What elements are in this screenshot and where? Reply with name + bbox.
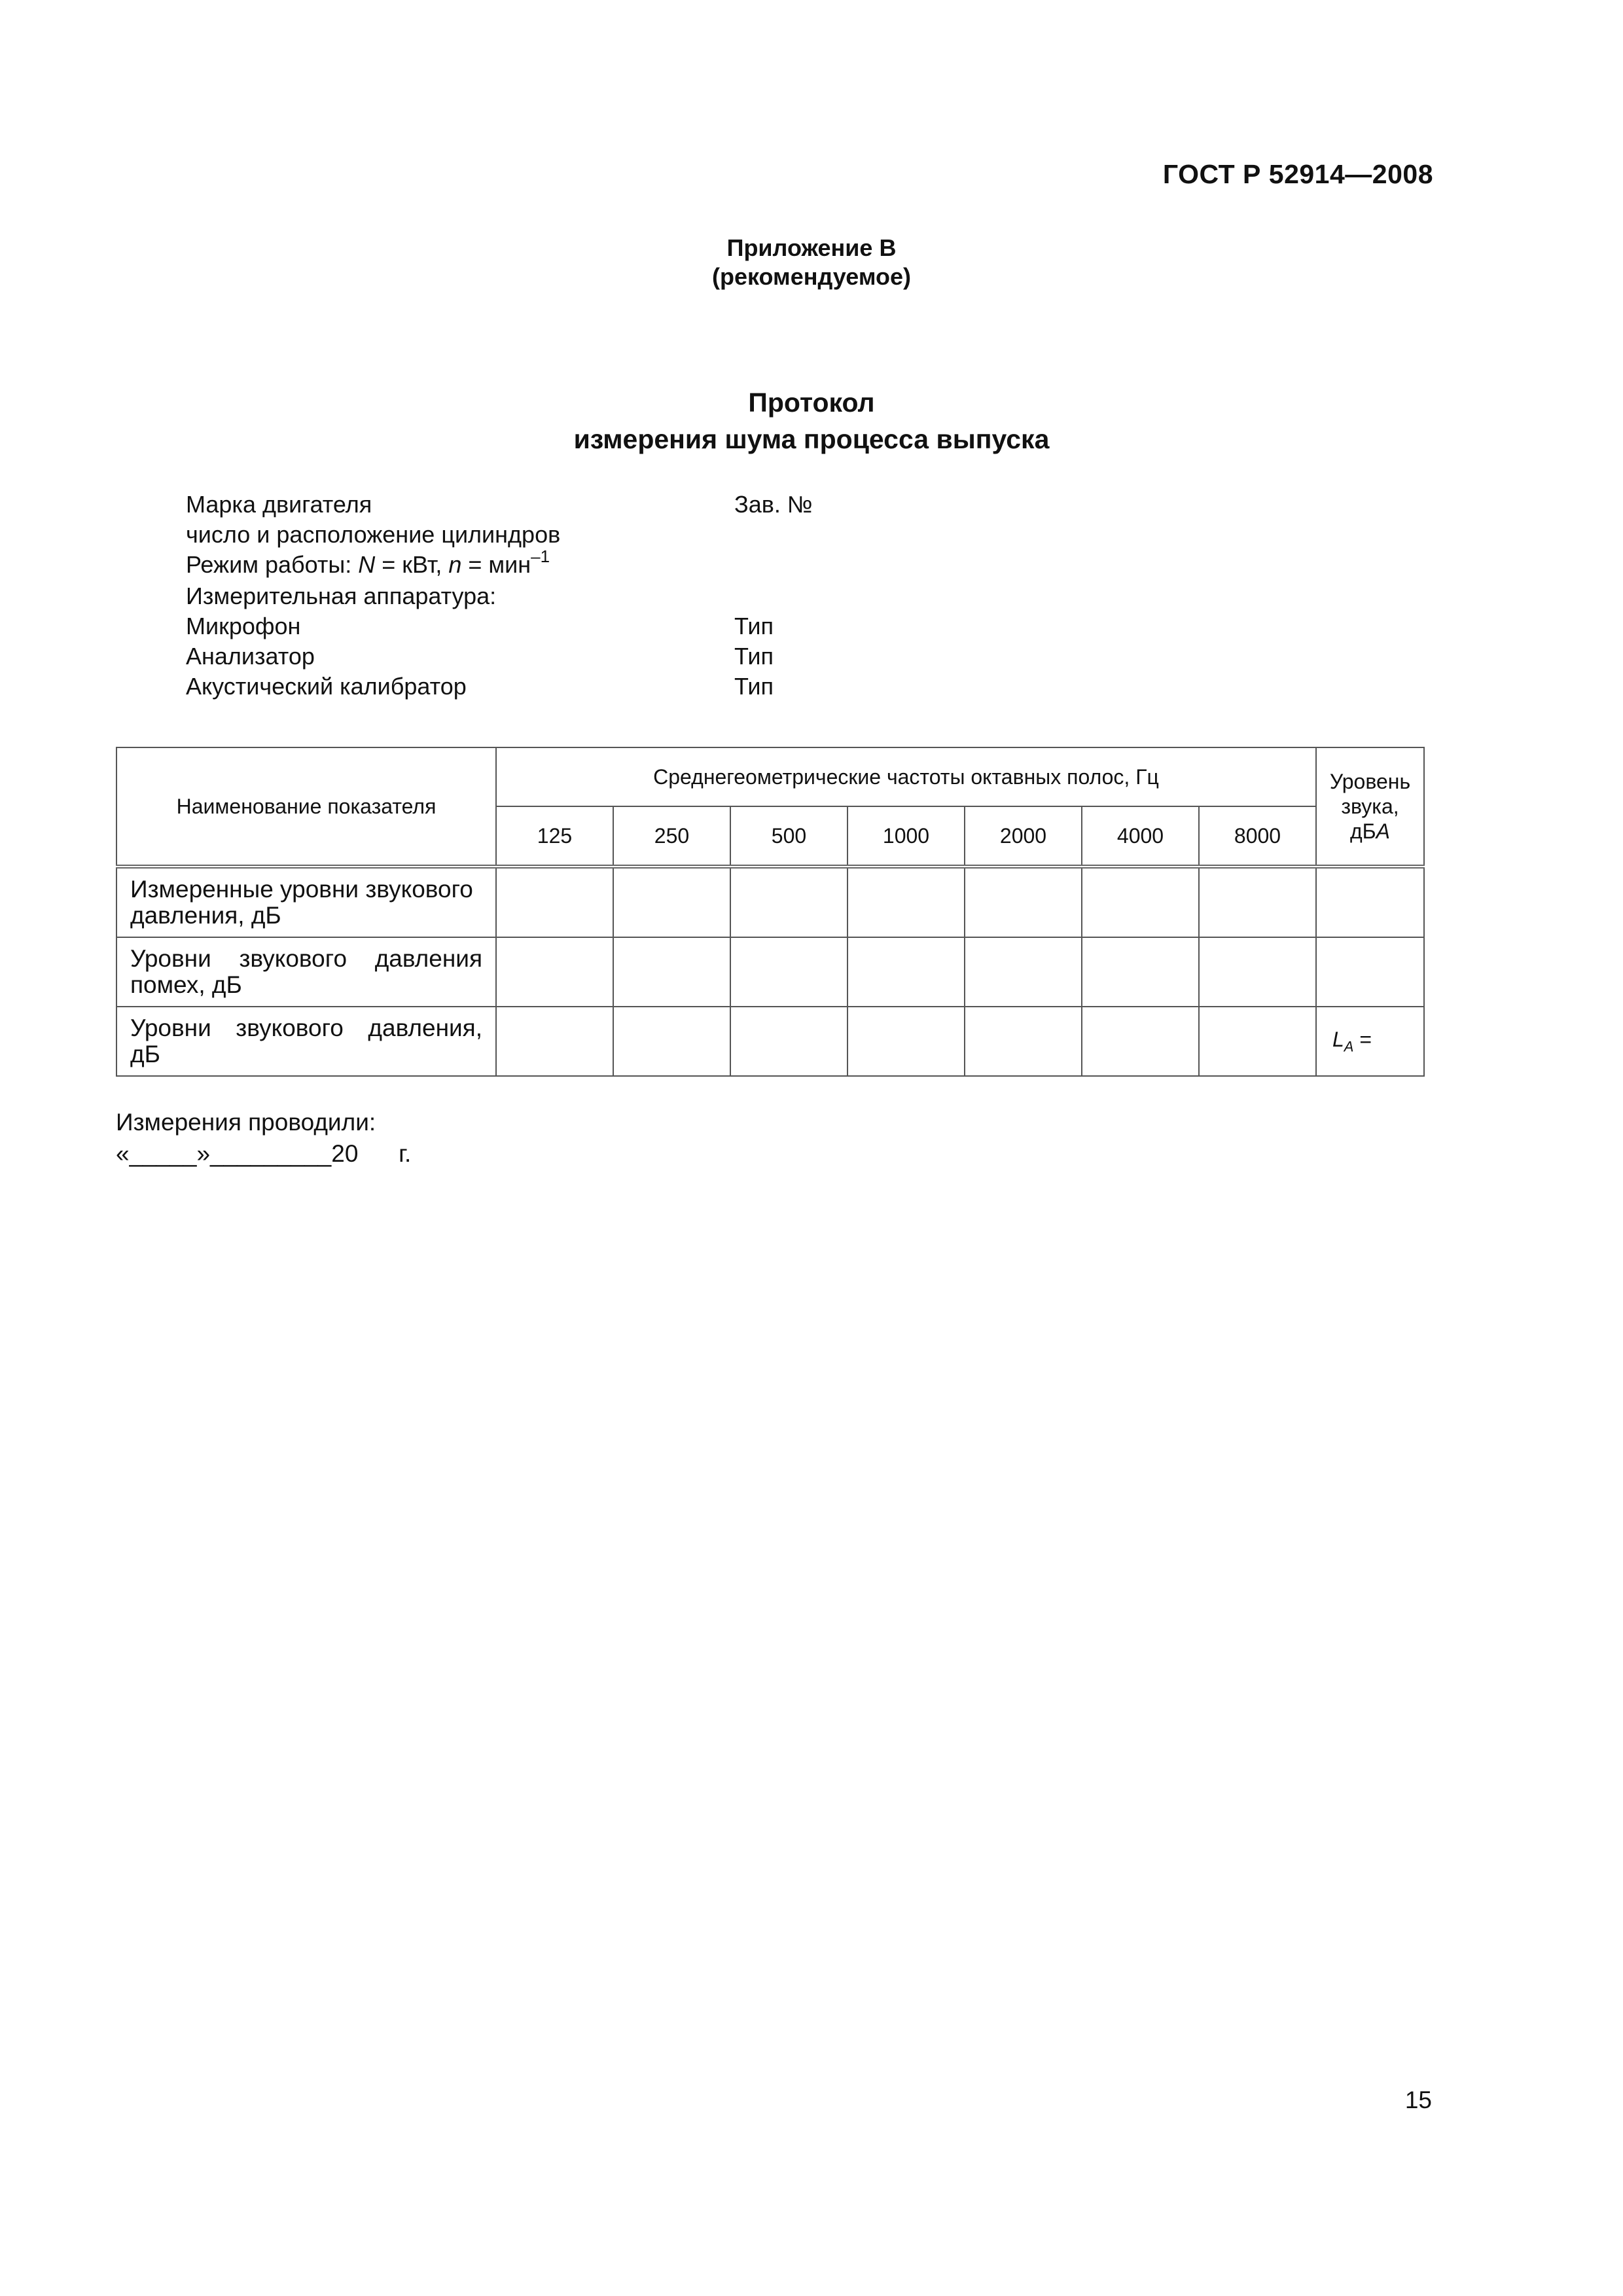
value-cell [730, 937, 847, 1007]
value-cell [496, 1007, 613, 1076]
value-cell [1082, 867, 1199, 937]
analyzer-type-label: Тип [734, 643, 774, 670]
table-row [116, 1007, 1424, 1076]
calibrator-label: Акустический калибратор [186, 673, 467, 700]
value-cell [1082, 1007, 1199, 1076]
operating-mode-label: Режим работы: N = кВт, n = мин$^{-1}$ [186, 547, 550, 578]
measurement-table [116, 747, 1425, 1077]
performed-by-label: Измерения проводили: [116, 1109, 376, 1136]
row-label: Измеренные уровни звукового давления, дБ [116, 867, 496, 937]
value-cell [1316, 937, 1424, 1007]
value-cell [847, 867, 965, 937]
protocol-title: Протокол [748, 387, 875, 418]
frequency-bands-header: Среднегеометрические частоты октавных полос, Гц [496, 747, 1316, 806]
frequency-4000: 4000 [1082, 806, 1199, 867]
value-cell [730, 867, 847, 937]
indicator-name-header: Наименование показателя [116, 747, 496, 867]
cylinders-label: число и расположение цилиндров [186, 521, 561, 548]
value-cell [1199, 937, 1316, 1007]
date-line: «_____»_________20 г. [116, 1140, 412, 1167]
serial-number-label: Зав. № [734, 491, 813, 518]
value-cell [496, 937, 613, 1007]
value-cell [730, 1007, 847, 1076]
equipment-label: Измерительная аппаратура: [186, 583, 497, 609]
engine-brand-label: Марка двигателя [186, 491, 372, 518]
value-cell [965, 867, 1082, 937]
frequency-8000: 8000 [1199, 806, 1316, 867]
value-cell [847, 1007, 965, 1076]
value-cell [965, 1007, 1082, 1076]
analyzer-label: Анализатор [186, 643, 315, 670]
value-cell [1316, 867, 1424, 937]
appendix-label: Приложение В [726, 234, 897, 261]
row-label: Уровни звукового давления, дБ [116, 1007, 496, 1076]
appendix-status: (рекомендуемое) [712, 263, 911, 290]
frequency-1000: 1000 [847, 806, 965, 867]
frequency-2000: 2000 [965, 806, 1082, 867]
value-cell [1199, 867, 1316, 937]
frequency-250: 250 [613, 806, 730, 867]
microphone-label: Микрофон [186, 613, 301, 639]
value-cell [613, 867, 730, 937]
document-code: ГОСТ Р 52914—2008 [1162, 159, 1433, 189]
value-cell [1199, 1007, 1316, 1076]
page-number: 15 [1404, 2087, 1432, 2113]
value-cell [847, 937, 965, 1007]
la-value-cell: $L_A$ = [1316, 1007, 1424, 1076]
table-row [116, 867, 1424, 937]
value-cell [965, 937, 1082, 1007]
value-cell [613, 937, 730, 1007]
frequency-500: 500 [730, 806, 847, 867]
microphone-type-label: Тип [734, 613, 774, 639]
sound-level-header: Уровень звука, дБA [1316, 747, 1424, 867]
row-label: Уровни звукового давления помех, дБ [116, 937, 496, 1007]
value-cell [613, 1007, 730, 1076]
value-cell [496, 867, 613, 937]
table-row [116, 937, 1424, 1007]
protocol-subtitle: измерения шума процесса выпуска [573, 424, 1050, 454]
calibrator-type-label: Тип [734, 673, 774, 700]
frequency-125: 125 [496, 806, 613, 867]
value-cell [1082, 937, 1199, 1007]
